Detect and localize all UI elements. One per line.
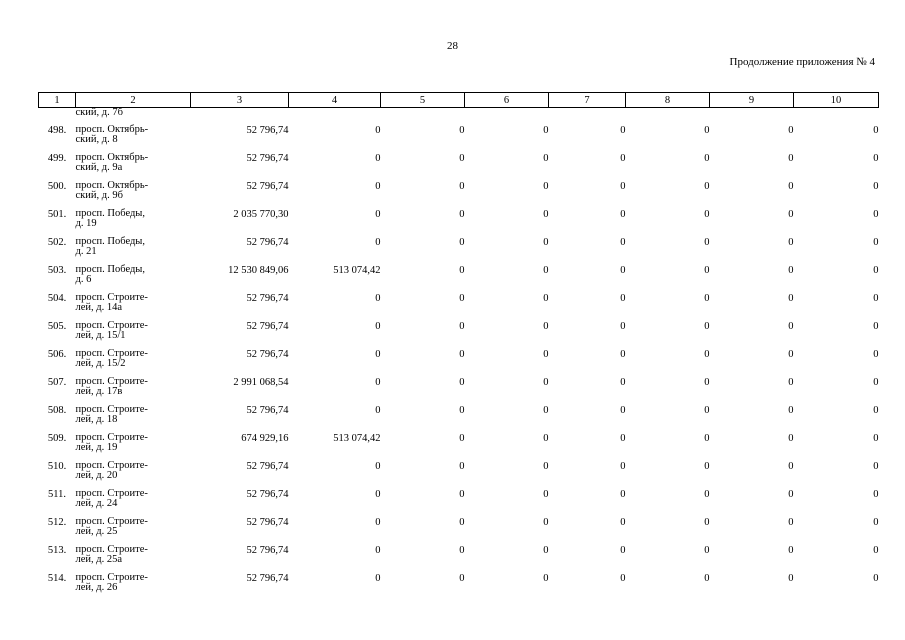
- address-cell: [76, 290, 191, 318]
- address-line-2: д. 6: [75, 273, 92, 285]
- value-cell-c5: 0: [459, 265, 465, 276]
- address-cell: [76, 374, 191, 402]
- row-number: 499.: [47, 153, 67, 164]
- address-line-2: лей, д. 26: [75, 581, 118, 593]
- address-line-2: ский, д. 9а: [75, 161, 123, 173]
- value-cell-c8: 0: [704, 349, 710, 360]
- value-cell-c4: 0: [375, 293, 381, 304]
- value-cell-c6: 0: [543, 405, 549, 416]
- table-row: [39, 262, 879, 290]
- value-cell-c10: 0: [873, 153, 879, 164]
- value-cell-c8: 0: [704, 293, 710, 304]
- address-line-2: лей, д. 24: [75, 497, 118, 509]
- value-cell-c10: 0: [873, 545, 879, 556]
- value-cell-c9: 0: [788, 405, 794, 416]
- table-row: [39, 346, 879, 374]
- value-cell-c7: 0: [620, 461, 626, 472]
- value-cell-c10: 0: [873, 237, 879, 248]
- column-header: 4: [289, 93, 381, 108]
- value-cell-c6: 0: [543, 489, 549, 500]
- value-cell-c6: 0: [543, 573, 549, 584]
- value-cell-c7: 0: [620, 125, 626, 136]
- address-line-2: ский, д. 8: [75, 133, 118, 145]
- value-cell-c7: 0: [620, 545, 626, 556]
- value-cell-c7: 0: [620, 349, 626, 360]
- value-cell-c6: 0: [543, 125, 549, 136]
- address-cell: [76, 402, 191, 430]
- value-cell-c7: 0: [620, 153, 626, 164]
- table-row: [39, 570, 879, 598]
- value-cell-c5: 0: [459, 209, 465, 220]
- address-cell: [76, 570, 191, 598]
- table-row: [39, 486, 879, 514]
- value-cell-c4: 0: [375, 349, 381, 360]
- value-cell-c3: 52 796,74: [246, 573, 289, 584]
- value-cell-c3: 674 929,16: [241, 433, 289, 444]
- value-cell-c10: 0: [873, 489, 879, 500]
- value-cell-c4: 0: [375, 461, 381, 472]
- value-cell-c10: 0: [873, 181, 879, 192]
- table-row: [39, 514, 879, 542]
- table-row: [39, 178, 879, 206]
- value-cell-c5: 0: [459, 181, 465, 192]
- value-cell-c8: 0: [704, 265, 710, 276]
- value-cell-c5: 0: [459, 321, 465, 332]
- value-cell-c4: 0: [375, 545, 381, 556]
- column-header: 9: [710, 93, 794, 108]
- table-row: [39, 290, 879, 318]
- value-cell-c8: 0: [704, 237, 710, 248]
- row-number: 506.: [47, 349, 67, 360]
- value-cell-c5: 0: [459, 293, 465, 304]
- value-cell-c10: 0: [873, 265, 879, 276]
- value-cell-c8: 0: [704, 461, 710, 472]
- address-line-1: просп. Строите-: [75, 572, 148, 583]
- value-cell-c7: 0: [620, 209, 626, 220]
- value-cell-c4: 0: [375, 517, 381, 528]
- value-cell-c10: 0: [873, 405, 879, 416]
- value-cell-c8: 0: [704, 545, 710, 556]
- value-cell-c8: 0: [704, 405, 710, 416]
- address-line-1: просп. Октябрь-: [75, 180, 149, 191]
- value-cell-c3: 2 035 770,30: [233, 209, 289, 220]
- value-cell-c6: 0: [543, 377, 549, 388]
- value-cell-c10: 0: [873, 125, 879, 136]
- address-line-1: просп. Строите-: [75, 432, 148, 443]
- address-line-1: просп. Октябрь-: [75, 152, 149, 163]
- value-cell-c5: 0: [459, 349, 465, 360]
- column-header: 1: [39, 93, 76, 108]
- row-number: 498.: [47, 125, 67, 136]
- value-cell-c4: 0: [375, 237, 381, 248]
- value-cell-c9: 0: [788, 321, 794, 332]
- value-cell-c6: 0: [543, 349, 549, 360]
- address-cell: [76, 234, 191, 262]
- value-cell-c5: 0: [459, 489, 465, 500]
- value-cell-c3: 52 796,74: [246, 545, 289, 556]
- value-cell-c9: 0: [788, 517, 794, 528]
- value-cell-c3: 12 530 849,06: [228, 265, 289, 276]
- header-row: [39, 93, 879, 108]
- address-cell: [76, 206, 191, 234]
- value-cell-c8: 0: [704, 489, 710, 500]
- value-cell-c3: 52 796,74: [246, 405, 289, 416]
- table-row: [39, 318, 879, 346]
- column-header: 8: [626, 93, 710, 108]
- value-cell-c9: 0: [788, 461, 794, 472]
- value-cell-c6: 0: [543, 237, 549, 248]
- address-line-2: лей, д. 20: [75, 469, 118, 481]
- value-cell-c6: 0: [543, 265, 549, 276]
- table-row: [39, 542, 879, 570]
- value-cell-c6: 0: [543, 293, 549, 304]
- value-cell-c9: 0: [788, 181, 794, 192]
- value-cell-c4: 0: [375, 321, 381, 332]
- value-cell-c3: 2 991 068,54: [233, 377, 289, 388]
- value-cell-c5: 0: [459, 433, 465, 444]
- column-header: 3: [191, 93, 289, 108]
- value-cell-c6: 0: [543, 545, 549, 556]
- table-row: [39, 122, 879, 150]
- address-cell: [76, 178, 191, 206]
- table-row: [39, 206, 879, 234]
- value-cell-c4: 513 074,42: [333, 265, 381, 276]
- value-cell-c9: 0: [788, 209, 794, 220]
- column-header: 7: [549, 93, 626, 108]
- value-cell-c4: 0: [375, 377, 381, 388]
- address-line-2: лей, д. 19: [75, 441, 118, 453]
- value-cell-c10: 0: [873, 461, 879, 472]
- address-cell: [76, 150, 191, 178]
- value-cell-c9: 0: [788, 433, 794, 444]
- address-line-1: просп. Строите-: [75, 348, 148, 359]
- address-cell: [76, 122, 191, 150]
- value-cell-c9: 0: [788, 293, 794, 304]
- row-number: 500.: [47, 181, 67, 192]
- address-line-1: просп. Победы,: [75, 264, 145, 275]
- value-cell-c3: 52 796,74: [246, 125, 289, 136]
- row-number: 502.: [47, 237, 67, 248]
- value-cell-c5: 0: [459, 517, 465, 528]
- value-cell-c5: 0: [459, 573, 465, 584]
- address-cell: [76, 262, 191, 290]
- value-cell-c9: 0: [788, 153, 794, 164]
- column-header: 10: [794, 93, 879, 108]
- row-number: 508.: [47, 405, 67, 416]
- address-line-1: просп. Победы,: [75, 208, 145, 219]
- value-cell-c6: 0: [543, 209, 549, 220]
- row-number: 507.: [47, 377, 67, 388]
- value-cell-c10: 0: [873, 517, 879, 528]
- value-cell-c7: 0: [620, 377, 626, 388]
- value-cell-c10: 0: [873, 349, 879, 360]
- address-cell: [76, 346, 191, 374]
- page-number: 28: [447, 40, 458, 52]
- value-cell-c8: 0: [704, 573, 710, 584]
- value-cell-c3: 52 796,74: [246, 461, 289, 472]
- value-cell-c8: 0: [704, 321, 710, 332]
- address-line-1: просп. Строите-: [75, 404, 148, 415]
- value-cell-c7: 0: [620, 321, 626, 332]
- continued-row: [39, 108, 879, 123]
- value-cell-c8: 0: [704, 181, 710, 192]
- address-line-2: д. 21: [75, 245, 97, 257]
- value-cell-c4: 0: [375, 181, 381, 192]
- address-cell: [76, 542, 191, 570]
- value-cell-c3: 52 796,74: [246, 517, 289, 528]
- column-header: 2: [76, 93, 191, 108]
- value-cell-c8: 0: [704, 433, 710, 444]
- value-cell-c7: 0: [620, 573, 626, 584]
- address-line-1: просп. Октябрь-: [75, 124, 149, 135]
- column-header: 6: [465, 93, 549, 108]
- address-line-2: лей, д. 17в: [75, 385, 123, 397]
- value-cell-c4: 0: [375, 489, 381, 500]
- address-line-1: просп. Строите-: [75, 544, 148, 555]
- address-line-2: лей, д. 14а: [75, 301, 123, 313]
- table-row: [39, 150, 879, 178]
- row-number: 512.: [47, 517, 67, 528]
- value-cell-c9: 0: [788, 545, 794, 556]
- address-line-1: просп. Строите-: [75, 320, 148, 331]
- value-cell-c6: 0: [543, 433, 549, 444]
- value-cell-c6: 0: [543, 517, 549, 528]
- address-line-2: лей, д. 25а: [75, 553, 123, 565]
- value-cell-c6: 0: [543, 153, 549, 164]
- value-cell-c7: 0: [620, 405, 626, 416]
- value-cell-c3: 52 796,74: [246, 237, 289, 248]
- address-line-2: лей, д. 15/2: [75, 357, 126, 369]
- value-cell-c7: 0: [620, 181, 626, 192]
- value-cell-c9: 0: [788, 125, 794, 136]
- continued-address: ский, д. 7б: [75, 107, 123, 118]
- address-line-2: ский, д. 9б: [75, 189, 123, 201]
- address-line-1: просп. Строите-: [75, 292, 148, 303]
- value-cell-c6: 0: [543, 321, 549, 332]
- row-number: 514.: [47, 573, 67, 584]
- value-cell-c9: 0: [788, 573, 794, 584]
- address-cell: [76, 318, 191, 346]
- address-cell: [76, 458, 191, 486]
- value-cell-c10: 0: [873, 321, 879, 332]
- value-cell-c4: 513 074,42: [333, 433, 381, 444]
- value-cell-c5: 0: [459, 377, 465, 388]
- table-row: [39, 458, 879, 486]
- row-number: 510.: [47, 461, 67, 472]
- value-cell-c10: 0: [873, 377, 879, 388]
- value-cell-c10: 0: [873, 573, 879, 584]
- address-line-2: д. 19: [75, 217, 97, 229]
- value-cell-c10: 0: [873, 433, 879, 444]
- value-cell-c6: 0: [543, 461, 549, 472]
- value-cell-c7: 0: [620, 489, 626, 500]
- address-line-2: лей, д. 25: [75, 525, 118, 537]
- address-line-1: просп. Строите-: [75, 516, 148, 527]
- row-number: 504.: [47, 293, 67, 304]
- value-cell-c5: 0: [459, 545, 465, 556]
- address-line-2: лей, д. 15/1: [75, 329, 126, 341]
- data-table: [38, 92, 879, 598]
- value-cell-c3: 52 796,74: [246, 293, 289, 304]
- row-number: 503.: [47, 265, 67, 276]
- row-number: 513.: [47, 545, 67, 556]
- value-cell-c8: 0: [704, 517, 710, 528]
- address-cell: [76, 486, 191, 514]
- value-cell-c3: 52 796,74: [246, 181, 289, 192]
- value-cell-c7: 0: [620, 237, 626, 248]
- value-cell-c5: 0: [459, 153, 465, 164]
- value-cell-c9: 0: [788, 265, 794, 276]
- continuation-title: Продолжение приложения № 4: [729, 56, 875, 68]
- value-cell-c3: 52 796,74: [246, 321, 289, 332]
- value-cell-c9: 0: [788, 237, 794, 248]
- value-cell-c8: 0: [704, 209, 710, 220]
- value-cell-c5: 0: [459, 405, 465, 416]
- table-row: [39, 234, 879, 262]
- value-cell-c5: 0: [459, 125, 465, 136]
- row-number: 509.: [47, 433, 67, 444]
- row-number: 505.: [47, 321, 67, 332]
- value-cell-c9: 0: [788, 377, 794, 388]
- row-number: 511.: [48, 489, 66, 500]
- address-cell: [76, 430, 191, 458]
- value-cell-c4: 0: [375, 573, 381, 584]
- value-cell-c4: 0: [375, 125, 381, 136]
- value-cell-c10: 0: [873, 293, 879, 304]
- value-cell-c9: 0: [788, 349, 794, 360]
- value-cell-c8: 0: [704, 153, 710, 164]
- address-line-1: просп. Строите-: [75, 488, 148, 499]
- value-cell-c3: 52 796,74: [246, 489, 289, 500]
- value-cell-c8: 0: [704, 377, 710, 388]
- value-cell-c7: 0: [620, 265, 626, 276]
- value-cell-c6: 0: [543, 181, 549, 192]
- value-cell-c5: 0: [459, 237, 465, 248]
- column-header: 5: [381, 93, 465, 108]
- table-row: [39, 430, 879, 458]
- value-cell-c3: 52 796,74: [246, 349, 289, 360]
- address-line-1: просп. Строите-: [75, 376, 148, 387]
- value-cell-c3: 52 796,74: [246, 153, 289, 164]
- row-number: 501.: [47, 209, 67, 220]
- value-cell-c10: 0: [873, 209, 879, 220]
- table-row: [39, 374, 879, 402]
- value-cell-c4: 0: [375, 405, 381, 416]
- value-cell-c9: 0: [788, 489, 794, 500]
- table-row: [39, 402, 879, 430]
- address-cell: [76, 514, 191, 542]
- value-cell-c4: 0: [375, 153, 381, 164]
- address-line-2: лей, д. 18: [75, 413, 118, 425]
- value-cell-c7: 0: [620, 433, 626, 444]
- value-cell-c5: 0: [459, 461, 465, 472]
- value-cell-c4: 0: [375, 209, 381, 220]
- address-line-1: просп. Строите-: [75, 460, 148, 471]
- value-cell-c7: 0: [620, 517, 626, 528]
- value-cell-c8: 0: [704, 125, 710, 136]
- address-line-1: просп. Победы,: [75, 236, 145, 247]
- value-cell-c7: 0: [620, 293, 626, 304]
